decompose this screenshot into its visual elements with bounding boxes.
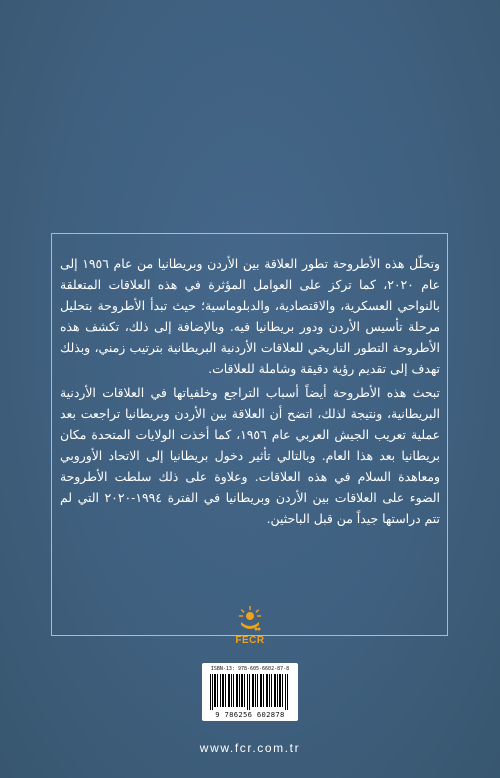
barcode xyxy=(202,663,298,721)
barcode-bars xyxy=(210,674,290,710)
description-block xyxy=(60,253,440,532)
publisher-name: FECR xyxy=(235,635,265,646)
description-paragraph-2: تبحث هذه الأطروحة أيضاً أسباب التراجع وخلفياتها في العلاقات الأردنية البريطانية، ونتيجة لذلك، اتضح أن العلاقة بين الأردن وبريطانيا تراجعت بعد عملية تعريب الجيش العربي عام ١٩٥٦، كما أخذت الولايات المتحدة مكان بريطانيا بعد هذا العام. وبالتالي تأثير دخول بريطانيا إلى الاتحاد الأوروبي ومعاهدة السلام في هذه العلاقات. وعلاوة على ذلك سلطت الأطروحة الضوء على العلاقات بين الأردن وبريطانيا في الفترة ١٩٩٤-٢٠٢٠ التي لم تتم دراستها جيداً من قبل الباحثين. xyxy=(60,385,441,526)
website-link[interactable]: www.fcr.com.tr xyxy=(199,741,301,755)
ean-digits: 9 786256 602878 xyxy=(215,710,285,719)
sunrise-quill-icon xyxy=(235,604,265,634)
publisher-logo xyxy=(226,604,274,654)
isbn-text: ISBN-13: 978-605-6602-87-8 xyxy=(210,666,290,672)
description-paragraph-1: وتحلّل هذه الأطروحة تطور العلاقة بين الأردن وبريطانيا من عام ١٩٥٦ إلى عام ٢٠٢٠، كما تركز على العوامل المؤثرة في هذه العلاقات المتعلقة بالنواحي العسكرية، والاقتصادية، والدبلوماسية؛ حيث تبدأ الأطروحة بتحليل مرحلة تأسيس الأردن ودور بريطانيا فيه. وبالإضافة إلى ذلك، تكشف هذه الأطروحة التطور التاريخي للعلاقات الأردنية البريطانية بترتيب زمني، وبذلك تهدف إلى تقديم رؤية دقيقة وشاملة للعلاقات. xyxy=(60,256,441,376)
